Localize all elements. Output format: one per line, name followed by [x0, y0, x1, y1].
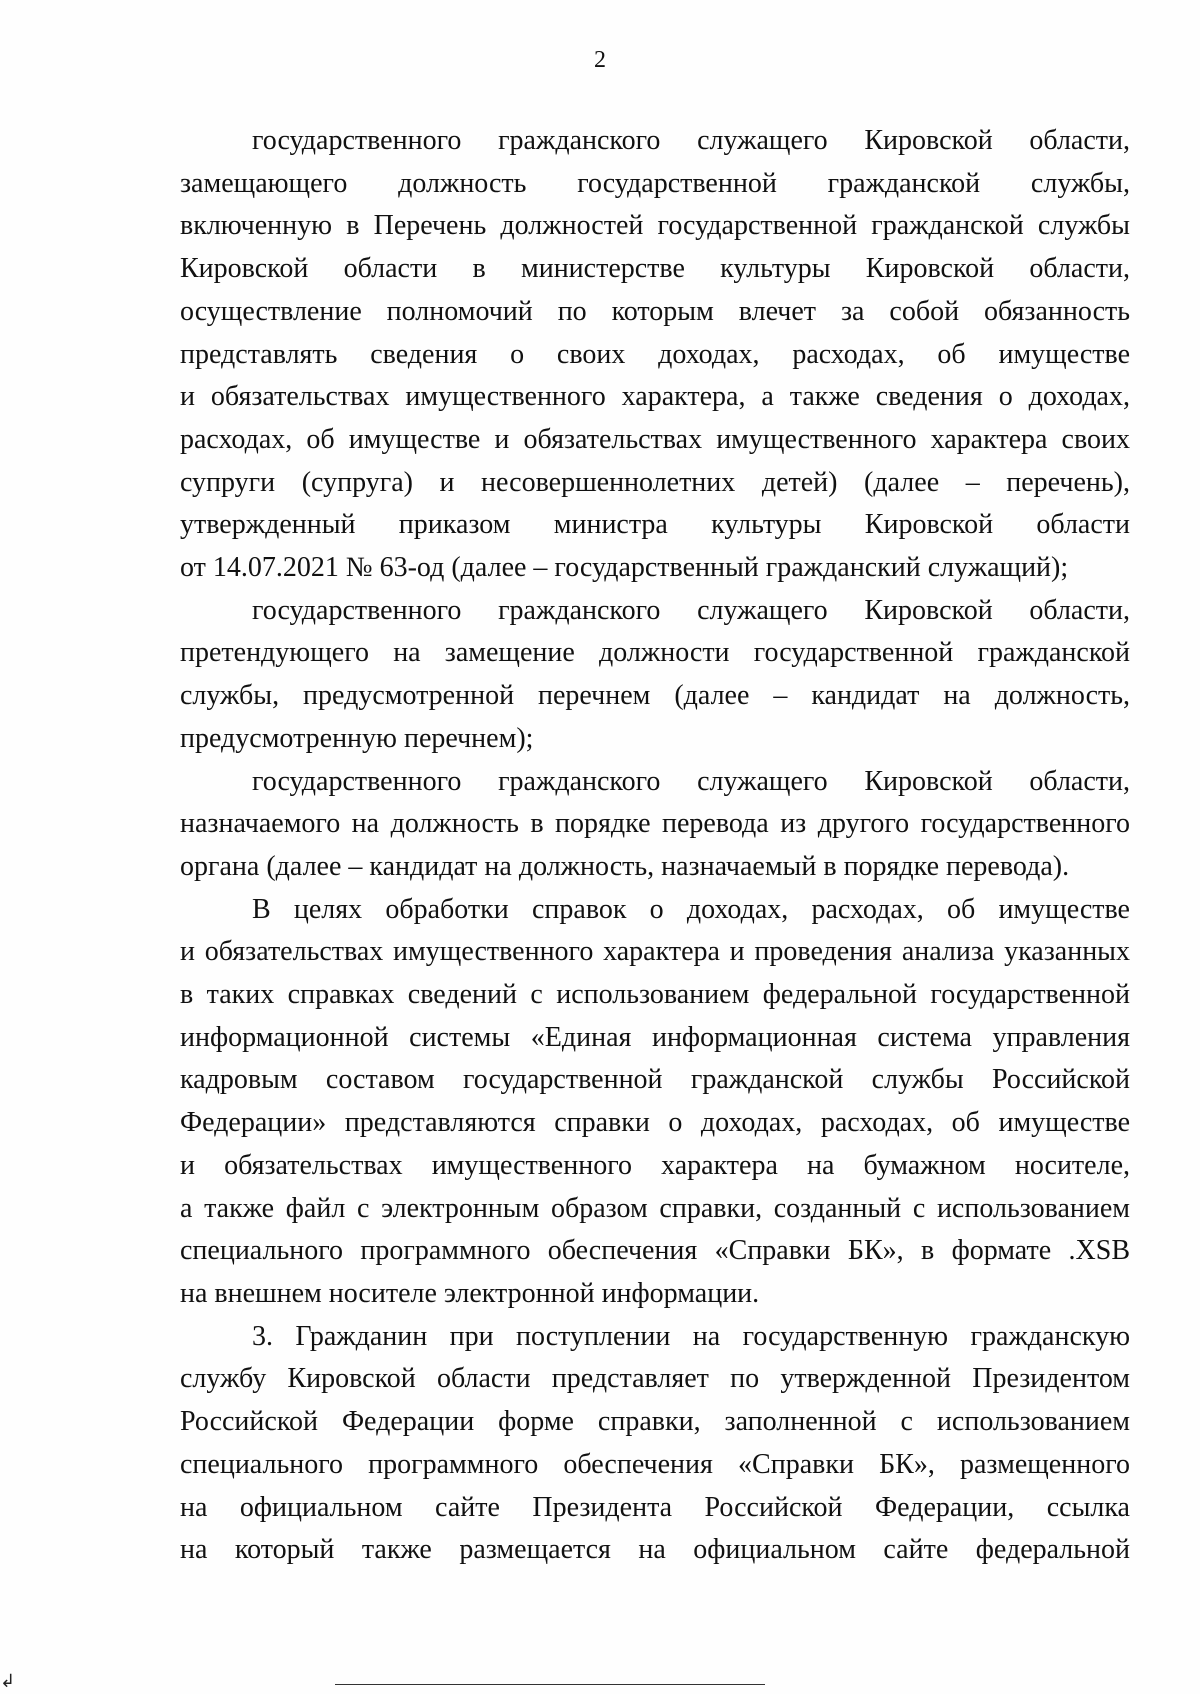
text-line: замещающего должность государственной гражданской службы, — [180, 167, 1130, 199]
text-line: государственного гражданского служащего Кировской области, — [252, 594, 1130, 626]
paragraph-civil-servant — [180, 120, 1130, 590]
paragraph-processing — [180, 889, 1130, 1316]
text-line: 3. Гражданин при поступлении на государственную гражданскую — [252, 1320, 1130, 1352]
text-line: утвержденный приказом министра культуры Кировской области — [180, 509, 1130, 541]
paragraph-item-3 — [180, 1316, 1130, 1572]
text-line: и обязательствах имущественного характера на бумажном носителе, — [180, 1149, 1130, 1181]
text-line: кадровым составом государственной гражданской службы Российской — [180, 1064, 1130, 1096]
bottom-divider — [335, 1684, 765, 1685]
text-line: на официальном сайте Президента Российской Федерации, ссылка — [180, 1491, 1130, 1523]
text-line: специального программного обеспечения «Справки БК», в формате .XSB — [180, 1235, 1130, 1267]
paragraph-candidate — [180, 590, 1130, 761]
text-line: В целях обработки справок о доходах, расходах, об имуществе — [252, 893, 1130, 925]
text-line: Кировской области в министерстве культуры Кировской области, — [180, 253, 1130, 285]
text-line: а также файл с электронным образом справки, созданный с использованием — [180, 1192, 1130, 1224]
paragraph-transfer-candidate — [180, 761, 1130, 889]
text-line: предусмотренную перечнем); — [180, 722, 534, 754]
text-line: Российской Федерации форме справки, заполненной с использованием — [180, 1406, 1130, 1438]
text-line: государственного гражданского служащего Кировской области, — [252, 125, 1130, 156]
scan-corner-mark: ↲ — [0, 1671, 16, 1692]
document-body — [180, 120, 1130, 1572]
text-line: специального программного обеспечения «Справки БК», размещенного — [180, 1448, 1130, 1480]
text-line: включенную в Перечень должностей государственной гражданской службы — [180, 210, 1130, 242]
text-line: на внешнем носителе электронной информации. — [180, 1277, 760, 1309]
text-line: супруги (супруга) и несовершеннолетних детей) (далее – перечень), — [180, 466, 1130, 498]
text-line: от 14.07.2021 № 63-од (далее – государственный гражданский служащий); — [180, 552, 1069, 584]
text-line: осуществление полномочий по которым влечет за собой обязанность — [180, 295, 1130, 327]
text-line: претендующего на замещение должности государственной гражданской — [180, 637, 1130, 669]
text-line: Федерации» представляются справки о доходах, расходах, об имуществе — [180, 1107, 1130, 1139]
text-line: службы, предусмотренной перечнем (далее – кандидат на должность, — [180, 680, 1130, 712]
text-line: в таких справках сведений с использованием федеральной государственной — [180, 979, 1130, 1011]
text-line: службу Кировской области представляет по утвержденной Президентом — [180, 1363, 1130, 1395]
text-line: и обязательствах имущественного характера и проведения анализа указанных — [180, 936, 1130, 968]
text-line: и обязательствах имущественного характера, а также сведения о доходах, — [180, 381, 1130, 413]
text-line: на который также размещается на официальном сайте федеральной — [180, 1534, 1130, 1566]
text-line: назначаемого на должность в порядке перевода из другого государственного — [180, 808, 1130, 840]
text-line: государственного гражданского служащего Кировской области, — [252, 765, 1130, 797]
text-line: информационной системы «Единая информационная система управления — [180, 1021, 1130, 1053]
text-line: расходах, об имуществе и обязательствах имущественного характера своих — [180, 423, 1130, 455]
text-line: органа (далее – кандидат на должность, назначаемый в порядке перевода). — [180, 850, 1070, 882]
text-line: представлять сведения о своих доходах, расходах, об имуществе — [180, 338, 1130, 370]
page-number: 2 — [594, 47, 606, 73]
